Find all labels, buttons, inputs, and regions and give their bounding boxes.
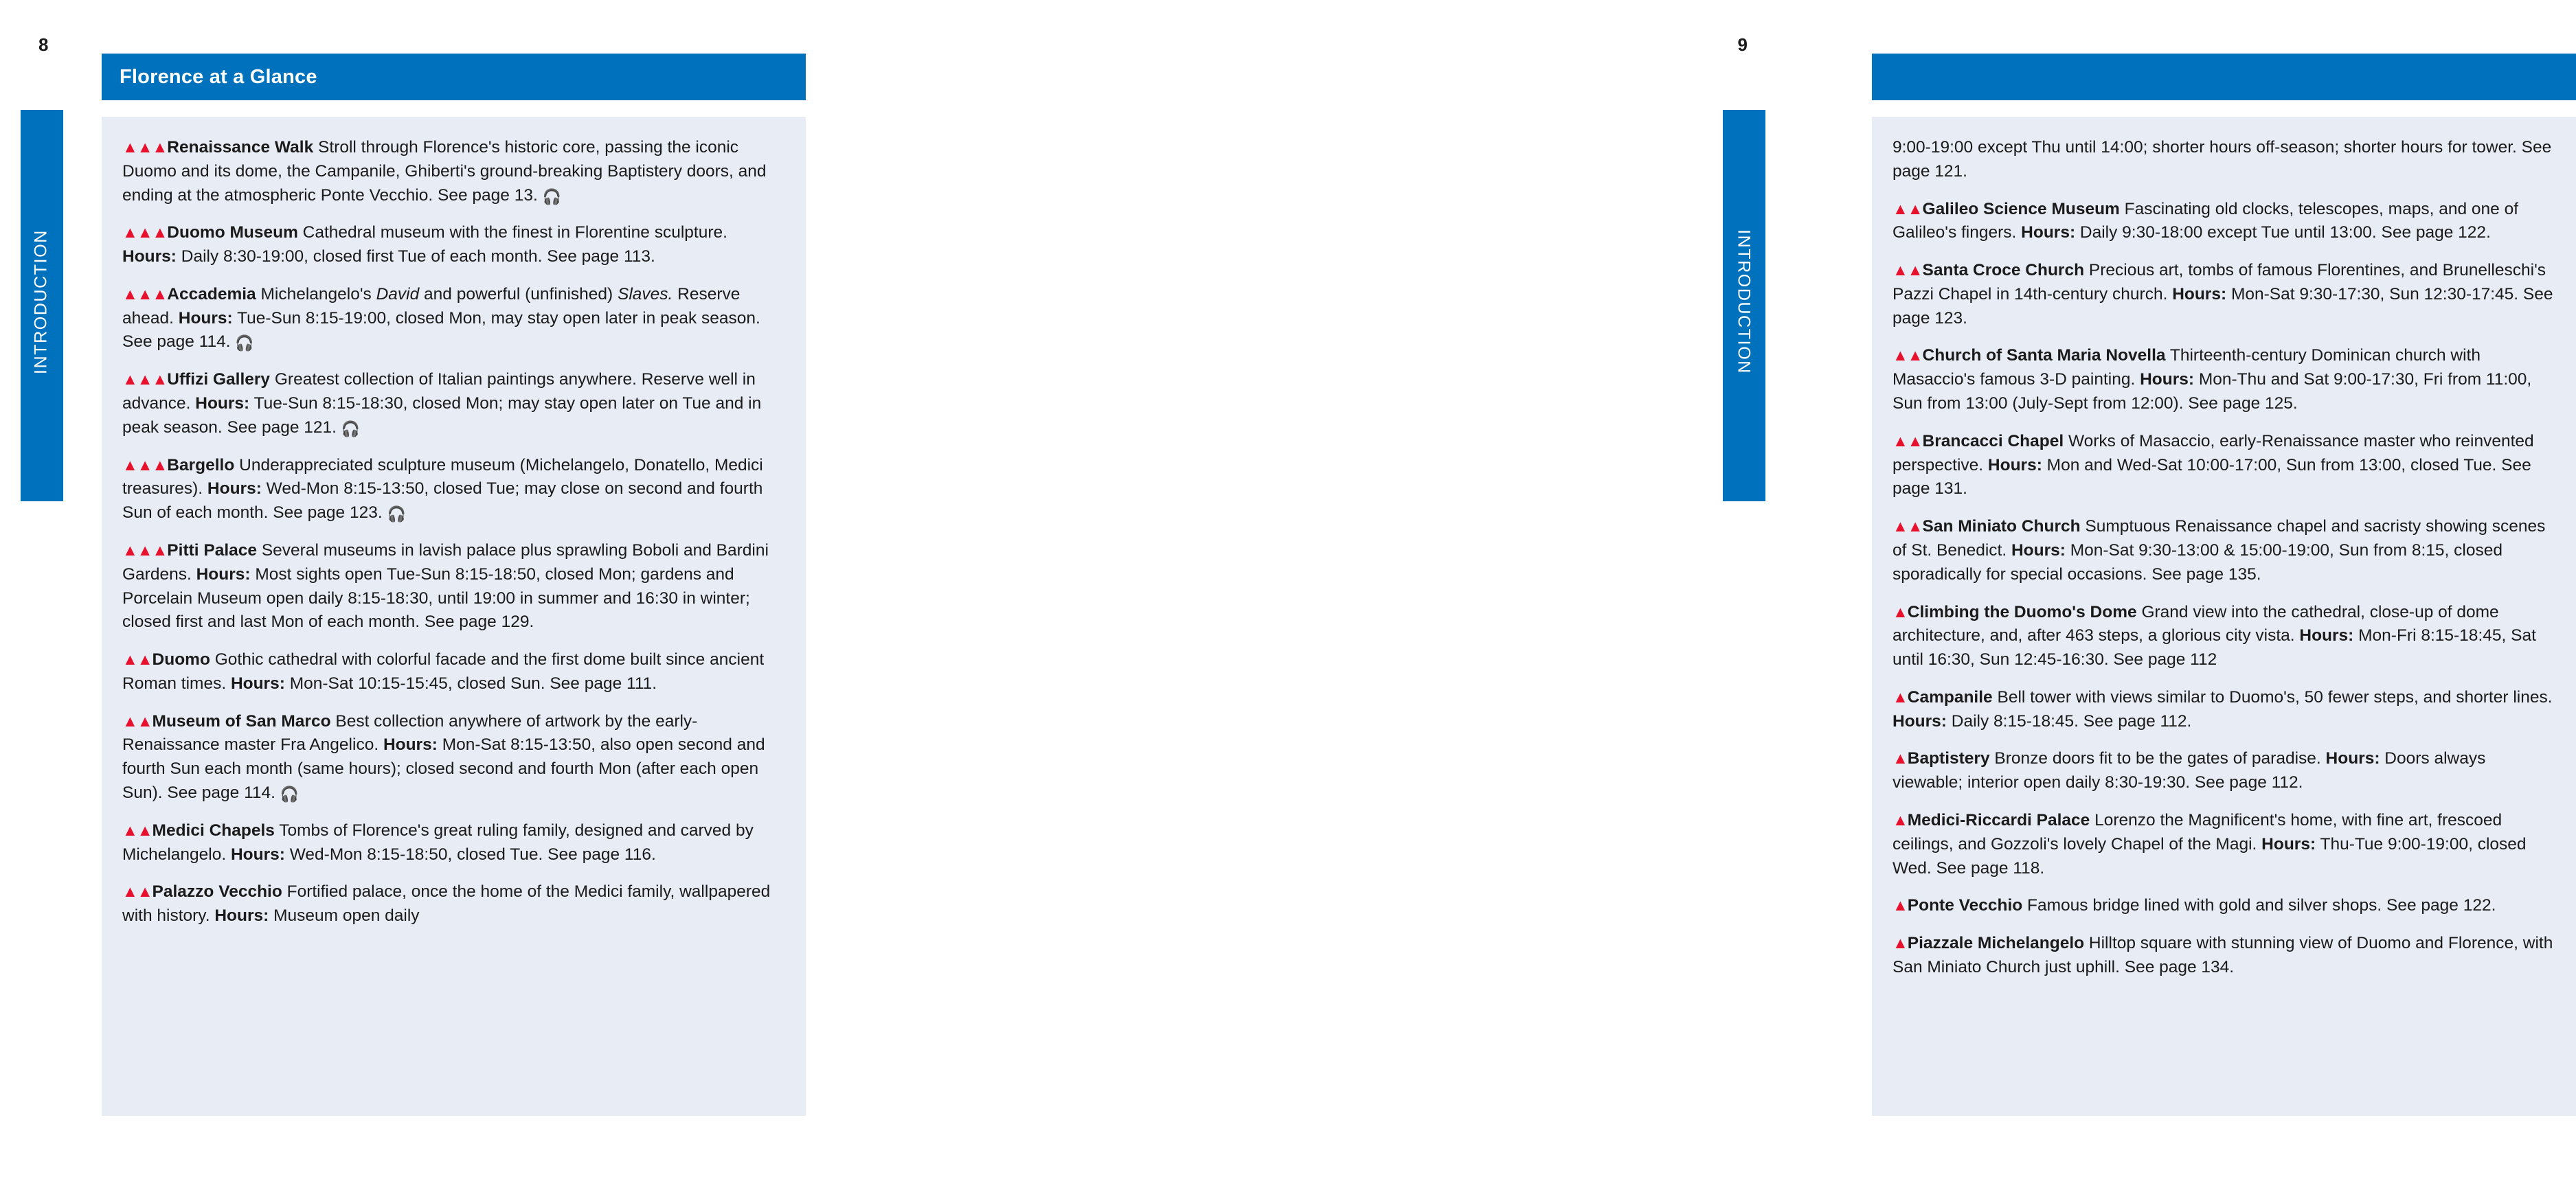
hours-text: Mon-Sat 9:30-13:00 & 15:00-19:00, Sun from 8:15, closed sporadically for special occasions. See page 135. xyxy=(1893,540,2502,584)
rating-triangles-icon: ▲▲ xyxy=(1893,431,1923,450)
rating-triangles-icon: ▲▲ xyxy=(1893,346,1923,365)
rating-triangles-icon: ▲▲ xyxy=(122,650,152,669)
hours-text: Most sights open Tue-Sun 8:15-18:50, closed Mon; gardens and Porcelain Museum open daily 8:15-18:30, until 19:00 in summer and 16:30 in winter; closed first and last Mon of each month. See page 129. xyxy=(122,564,750,632)
hours-label: Hours: xyxy=(230,845,285,864)
hours-text: Daily 8:30-19:00, closed first Tue of each month. See page 113. xyxy=(176,247,655,266)
sight-name: Duomo xyxy=(152,650,210,670)
sight-description: Stroll through Florence's historic core, passing the iconic Duomo and its dome, the Campanile, Ghiberti's ground-breaking Baptistery doors, and ending at the atmospheric Ponte Vecchio. See page 13. xyxy=(122,138,767,205)
sight-name: Church of Santa Maria Novella xyxy=(1922,346,2166,365)
sight-entry xyxy=(122,283,785,354)
section-title: Florence at a Glance xyxy=(120,66,317,88)
headphones-icon: 🎧 xyxy=(387,505,406,523)
sight-description: Precious art, tombs of famous Florentines, and Brunelleschi's Pazzi Chapel in 14th-century church. xyxy=(1893,261,2546,304)
sight-name: Galileo Science Museum xyxy=(1922,199,2120,218)
sight-description: Underappreciated sculpture museum (Michelangelo, Donatello, Medici treasures). xyxy=(122,455,763,499)
rating-triangles-icon: ▲▲ xyxy=(1893,199,1923,218)
headphones-icon: 🎧 xyxy=(280,785,300,803)
hours-label: Hours: xyxy=(2325,749,2380,768)
sight-description: Fortified palace, once the home of the Medici family, wallpapered with history. xyxy=(122,882,771,926)
sight-name: Accademia xyxy=(167,284,256,304)
sight-entry xyxy=(122,819,785,867)
hours-label: Hours: xyxy=(207,479,262,499)
headphones-icon: 🎧 xyxy=(341,420,361,437)
sight-entry xyxy=(1893,894,2555,918)
hours-label: Hours: xyxy=(2299,626,2354,645)
sight-description: Fascinating old clocks, telescopes, maps, and one of Galileo's fingers. xyxy=(1893,199,2518,242)
hours-text: Mon-Fri 8:15-18:45, Sat until 16:30, Sun 12:45-16:30. See page 112 xyxy=(1893,626,2536,670)
rating-triangles-icon: ▲ xyxy=(1893,896,1908,915)
sight-name: Renaissance Walk xyxy=(167,138,314,157)
rating-triangles-icon: ▲ xyxy=(1893,934,1908,952)
hours-label: Hours: xyxy=(2011,540,2066,560)
hours-text: Mon-Sat 8:15-13:50, also open second and fourth Sun each month (same hours); closed second and fourth Mon (after each open Sun). See page 114. xyxy=(122,735,765,802)
folio-number-right: 9 xyxy=(1737,34,1748,55)
sight-description: Gothic cathedral with colorful facade and the first dome built since ancient Roman times. xyxy=(122,650,765,693)
sight-entry xyxy=(1893,601,2555,672)
sight-name: Museum of San Marco xyxy=(152,711,331,731)
sight-name: Bargello xyxy=(167,455,235,474)
sight-name: Pitti Palace xyxy=(167,540,258,560)
side-tab-label-left: INTRODUCTION xyxy=(31,229,51,374)
sight-name: Piazzale Michelangelo xyxy=(1907,934,2085,953)
hours-label: Hours: xyxy=(2140,370,2195,389)
sight-description: Grand view into the cathedral, close-up of dome architecture, and, after 463 steps, a glorious city vista. xyxy=(1893,602,2499,645)
sight-entry xyxy=(122,368,785,439)
hours-text: Wed-Mon 8:15-18:50, closed Tue. See page 116. xyxy=(284,845,656,864)
hours-label: Hours: xyxy=(1893,711,1947,731)
sight-description: Michelangelo's xyxy=(256,284,376,304)
sight-entry xyxy=(122,221,785,269)
headphones-icon: 🎧 xyxy=(542,187,561,205)
hours-label: Hours: xyxy=(2021,223,2076,242)
sight-description: Famous bridge lined with gold and silver shops. See page 122. xyxy=(2022,896,2496,915)
sight-entry xyxy=(1893,259,2555,330)
side-tab-right xyxy=(1723,110,1765,501)
sight-description: Lorenzo the Magnificent's home, with fine art, frescoed ceilings, and Gozzoli's lovely Chapel of the Magi. xyxy=(1893,810,2502,854)
sight-description: Sumptuous Renaissance chapel and sacristy showing scenes of St. Benedict. xyxy=(1893,517,2546,560)
sight-entry xyxy=(122,710,785,805)
sight-name: Climbing the Duomo's Dome xyxy=(1907,602,2137,621)
rating-triangles-icon: ▲▲ xyxy=(1893,261,1923,279)
sight-description: Works of Masaccio, early-Renaissance master who reinvented perspective. xyxy=(1893,431,2534,474)
sight-entry xyxy=(122,539,785,634)
page-left xyxy=(0,0,893,1190)
side-tab-label-right: INTRODUCTION xyxy=(1734,229,1754,374)
hours-text: Tue-Sun 8:15-18:30, closed Mon; may stay open later on Tue and in peak season. See page 121. xyxy=(122,394,762,437)
sight-description: Best collection anywhere of artwork by the early-Renaissance master Fra Angelico. xyxy=(122,711,698,755)
section-header-right xyxy=(1872,54,2576,100)
sight-entry xyxy=(1893,430,2555,501)
folio-number-left: 8 xyxy=(38,34,49,55)
rating-triangles-icon: ▲▲▲ xyxy=(122,223,168,242)
sight-description: Tombs of Florence's great ruling family, designed and carved by Michelangelo. xyxy=(122,821,754,864)
hours-text: Doors always viewable; interior open daily 8:30-19:30. See page 112. xyxy=(1893,749,2486,792)
hours-text: Mon and Wed-Sat 10:00-17:00, Sun from 13:00, closed Tue. See page 131. xyxy=(1893,455,2531,499)
sight-name: Baptistery xyxy=(1907,749,1990,768)
sight-name: Ponte Vecchio xyxy=(1907,896,2023,915)
rating-triangles-icon: ▲▲▲ xyxy=(122,284,168,303)
hours-label: Hours: xyxy=(178,308,233,328)
artwork-title-2: Slaves. xyxy=(617,284,673,304)
hours-label: Hours: xyxy=(383,735,438,755)
hours-text: Mon-Thu and Sat 9:00-17:30, Fri from 11:00, Sun from 13:00 (July-Sept from 12:00). See page 125. xyxy=(1893,370,2532,413)
sight-name: Palazzo Vecchio xyxy=(152,882,282,902)
hours-text: Museum open daily xyxy=(269,906,420,926)
artwork-title: David xyxy=(376,284,420,304)
sight-entry xyxy=(122,454,785,525)
sight-entry xyxy=(122,880,785,928)
sights-list-left xyxy=(102,117,806,1116)
sight-entry xyxy=(1893,747,2555,795)
sight-entry xyxy=(122,648,785,696)
rating-triangles-icon: ▲▲ xyxy=(122,821,152,839)
sight-entry xyxy=(1893,686,2555,734)
sight-entry xyxy=(1893,809,2555,880)
hours-text: Tue-Sun 8:15-19:00, closed Mon, may stay open later in peak season. See page 114. xyxy=(122,308,760,352)
sight-entry xyxy=(1893,515,2555,586)
rating-triangles-icon: ▲ xyxy=(1893,749,1908,768)
sight-name: Campanile xyxy=(1907,687,1993,707)
sight-entry xyxy=(1893,198,2555,246)
sight-description-tail: Reserve ahead. xyxy=(122,284,741,328)
sight-description: Bronze doors fit to be the gates of paradise. xyxy=(1989,749,2326,768)
hours-text: Thu-Tue 9:00-19:00, closed Wed. See page 118. xyxy=(1893,834,2527,878)
sight-name: Duomo Museum xyxy=(167,223,298,242)
sight-description-mid: and powerful (unfinished) xyxy=(419,284,618,304)
sight-name: Uffizi Gallery xyxy=(167,370,271,389)
sight-description: Bell tower with views similar to Duomo's, 50 fewer steps, and shorter lines. xyxy=(1992,687,2553,707)
hours-text: Daily 9:30-18:00 except Tue until 13:00. See page 122. xyxy=(2075,223,2491,242)
page-right xyxy=(893,0,2553,1190)
sight-description: Cathedral museum with the finest in Florentine sculpture. xyxy=(297,223,727,242)
hours-label: Hours: xyxy=(230,674,285,693)
sight-name: Santa Croce Church xyxy=(1922,261,2085,280)
sight-name: Brancacci Chapel xyxy=(1922,431,2064,450)
sight-description: Greatest collection of Italian paintings anywhere. Reserve well in advance. xyxy=(122,370,756,413)
rating-triangles-icon: ▲ xyxy=(1893,602,1908,621)
hours-label: Hours: xyxy=(122,247,177,266)
sight-entry xyxy=(122,136,785,207)
continued-text: 9:00-19:00 except Thu until 14:00; shorter hours off-season; shorter hours for tower. See page 121. xyxy=(1893,138,2552,181)
rating-triangles-icon: ▲▲▲ xyxy=(122,455,168,474)
section-header-left xyxy=(102,54,806,100)
rating-triangles-icon: ▲▲▲ xyxy=(122,540,168,559)
hours-text: Mon-Sat 9:30-17:30, Sun 12:30-17:45. See page 123. xyxy=(1893,284,2553,328)
hours-text: Mon-Sat 10:15-15:45, closed Sun. See page 111. xyxy=(284,674,657,693)
hours-label: Hours: xyxy=(2261,834,2316,854)
sight-entry xyxy=(1893,344,2555,415)
rating-triangles-icon: ▲ xyxy=(1893,810,1908,829)
rating-triangles-icon: ▲▲ xyxy=(122,882,152,901)
hours-label: Hours: xyxy=(214,906,269,926)
hours-text: Wed-Mon 8:15-13:50, closed Tue; may close on second and fourth Sun of each month. See page 123. xyxy=(122,479,763,523)
sight-entry xyxy=(1893,932,2555,980)
hours-label: Hours: xyxy=(2172,284,2227,304)
rating-triangles-icon: ▲▲▲ xyxy=(122,138,168,156)
side-tab-left xyxy=(21,110,63,501)
headphones-icon: 🎧 xyxy=(235,334,254,352)
hours-label: Hours: xyxy=(195,394,250,413)
sight-description: Several museums in lavish palace plus sprawling Boboli and Bardini Gardens. xyxy=(122,540,769,584)
sight-description: Thirteenth-century Dominican church with Masaccio's famous 3-D painting. xyxy=(1893,346,2481,389)
hours-label: Hours: xyxy=(1987,455,2042,474)
hours-text: Daily 8:15-18:45. See page 112. xyxy=(1946,711,2192,731)
rating-triangles-icon: ▲▲▲ xyxy=(122,370,168,389)
hours-label: Hours: xyxy=(196,564,251,584)
rating-triangles-icon: ▲▲ xyxy=(122,711,152,730)
sights-list-right xyxy=(1872,117,2576,1116)
sight-description: Hilltop square with stunning view of Duomo and Florence, with San Miniato Church just uphill. See page 134. xyxy=(1893,934,2553,976)
rating-triangles-icon: ▲▲ xyxy=(1893,517,1923,536)
sight-name: San Miniato Church xyxy=(1922,517,2081,536)
sight-name: Medici-Riccardi Palace xyxy=(1907,810,2090,829)
sight-name: Medici Chapels xyxy=(152,821,275,840)
rating-triangles-icon: ▲ xyxy=(1893,687,1908,706)
